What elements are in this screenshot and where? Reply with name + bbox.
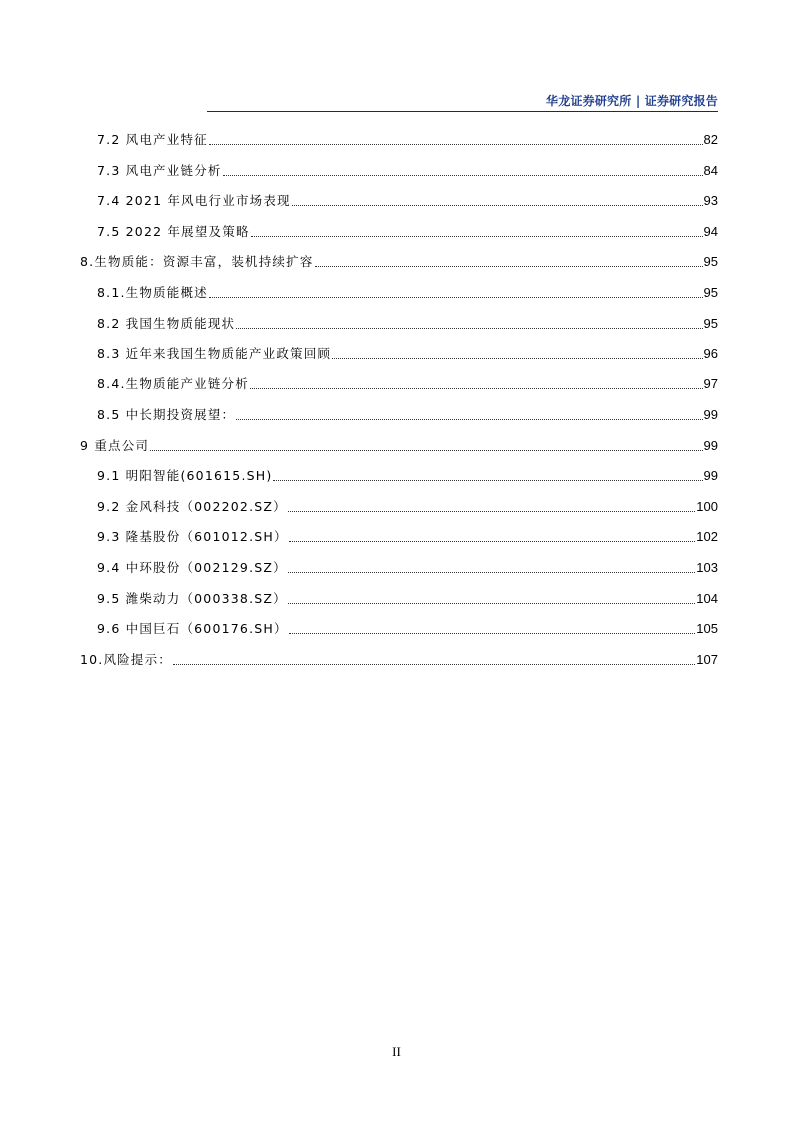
toc-entry[interactable] [97,495,718,515]
toc-entry-label: 9.6 中国巨石（600176.SH） [97,621,288,636]
toc-dot-leader [236,328,702,329]
toc-dot-leader [292,205,703,206]
toc-entry[interactable] [97,220,718,240]
toc-entry[interactable] [97,464,718,484]
toc-dot-leader [209,144,703,145]
toc-entry[interactable] [97,525,718,545]
toc-entry[interactable] [80,434,718,454]
toc-entry-label: 9.2 金风科技（002202.SZ） [97,499,287,514]
toc-dot-leader [288,511,695,512]
toc-entry-page: 95 [703,316,718,331]
toc-entry-page: 95 [703,285,718,300]
toc-entry-label: 8.生物质能：资源丰富，装机持续扩容 [80,254,314,269]
toc-dot-leader [315,266,703,267]
toc-entry-page: 94 [703,224,718,239]
toc-entry-page: 103 [696,560,718,575]
toc-entry[interactable] [97,403,718,423]
toc-entry[interactable] [97,342,718,362]
toc-entry-page: 107 [696,652,718,667]
toc-entry-label: 9.4 中环股份（002129.SZ） [97,560,287,575]
toc-entry[interactable] [97,312,718,332]
toc-entry-page: 99 [703,468,718,483]
page-number: II [392,1044,401,1059]
toc-entry-page: 99 [703,438,718,453]
toc-dot-leader [209,297,703,298]
toc-entry[interactable] [80,250,718,270]
header-title: 华龙证券研究所 | 证券研究报告 [546,94,718,108]
toc-entry-page: 100 [696,499,718,514]
toc-entry[interactable] [97,587,718,607]
toc-entry[interactable] [97,281,718,301]
toc-entry-label: 9.3 隆基股份（601012.SH） [97,529,288,544]
toc-entry-label: 9 重点公司 [80,438,150,453]
toc-entry[interactable] [97,128,718,148]
toc-entry-label: 8.3 近年来我国生物质能产业政策回顾 [97,346,332,361]
toc-entry-page: 99 [703,407,718,422]
toc-entry[interactable] [97,159,718,179]
toc-dot-leader [332,358,702,359]
toc-entry-page: 95 [703,254,718,269]
toc-entry-page: 96 [703,346,718,361]
toc-entry-label: 8.2 我国生物质能现状 [97,316,236,331]
toc-entry-page: 84 [703,163,718,178]
toc-entry[interactable] [97,189,718,209]
toc-entry-label: 10.风险提示： [80,652,172,667]
toc-entry[interactable] [97,556,718,576]
toc-entry-page: 82 [703,132,718,147]
toc-entry-page: 105 [696,621,718,636]
toc-dot-leader [250,388,703,389]
toc-entry[interactable] [97,372,718,392]
toc-dot-leader [288,572,695,573]
toc-entry-label: 7.2 风电产业特征 [97,132,208,147]
toc-dot-leader [251,236,703,237]
toc-entry-label: 7.3 风电产业链分析 [97,163,222,178]
toc-entry-label: 7.4 2021 年风电行业市场表现 [97,193,291,208]
toc-entry-label: 8.4.生物质能产业链分析 [97,376,249,391]
toc-dot-leader [150,450,702,451]
toc-entry-page: 104 [696,591,718,606]
toc-dot-leader [288,603,695,604]
toc-entry-page: 97 [703,376,718,391]
toc-dot-leader [223,175,703,176]
toc-entry-label: 7.5 2022 年展望及策略 [97,224,250,239]
toc-dot-leader [236,419,702,420]
toc-entry[interactable] [97,617,718,637]
toc-entry-page: 93 [703,193,718,208]
toc-dot-leader [289,633,696,634]
toc-entry-label: 9.1 明阳智能(601615.SH) [97,468,273,483]
toc-entry-page: 102 [696,529,718,544]
toc-dot-leader [289,541,696,542]
page-header [207,92,718,112]
toc-entry-label: 8.1.生物质能概述 [97,285,208,300]
toc-dot-leader [173,664,695,665]
toc-entry[interactable] [80,648,718,668]
toc-dot-leader [273,480,702,481]
toc-entry-label: 9.5 潍柴动力（000338.SZ） [97,591,287,606]
toc-entry-label: 8.5 中长期投资展望： [97,407,236,422]
